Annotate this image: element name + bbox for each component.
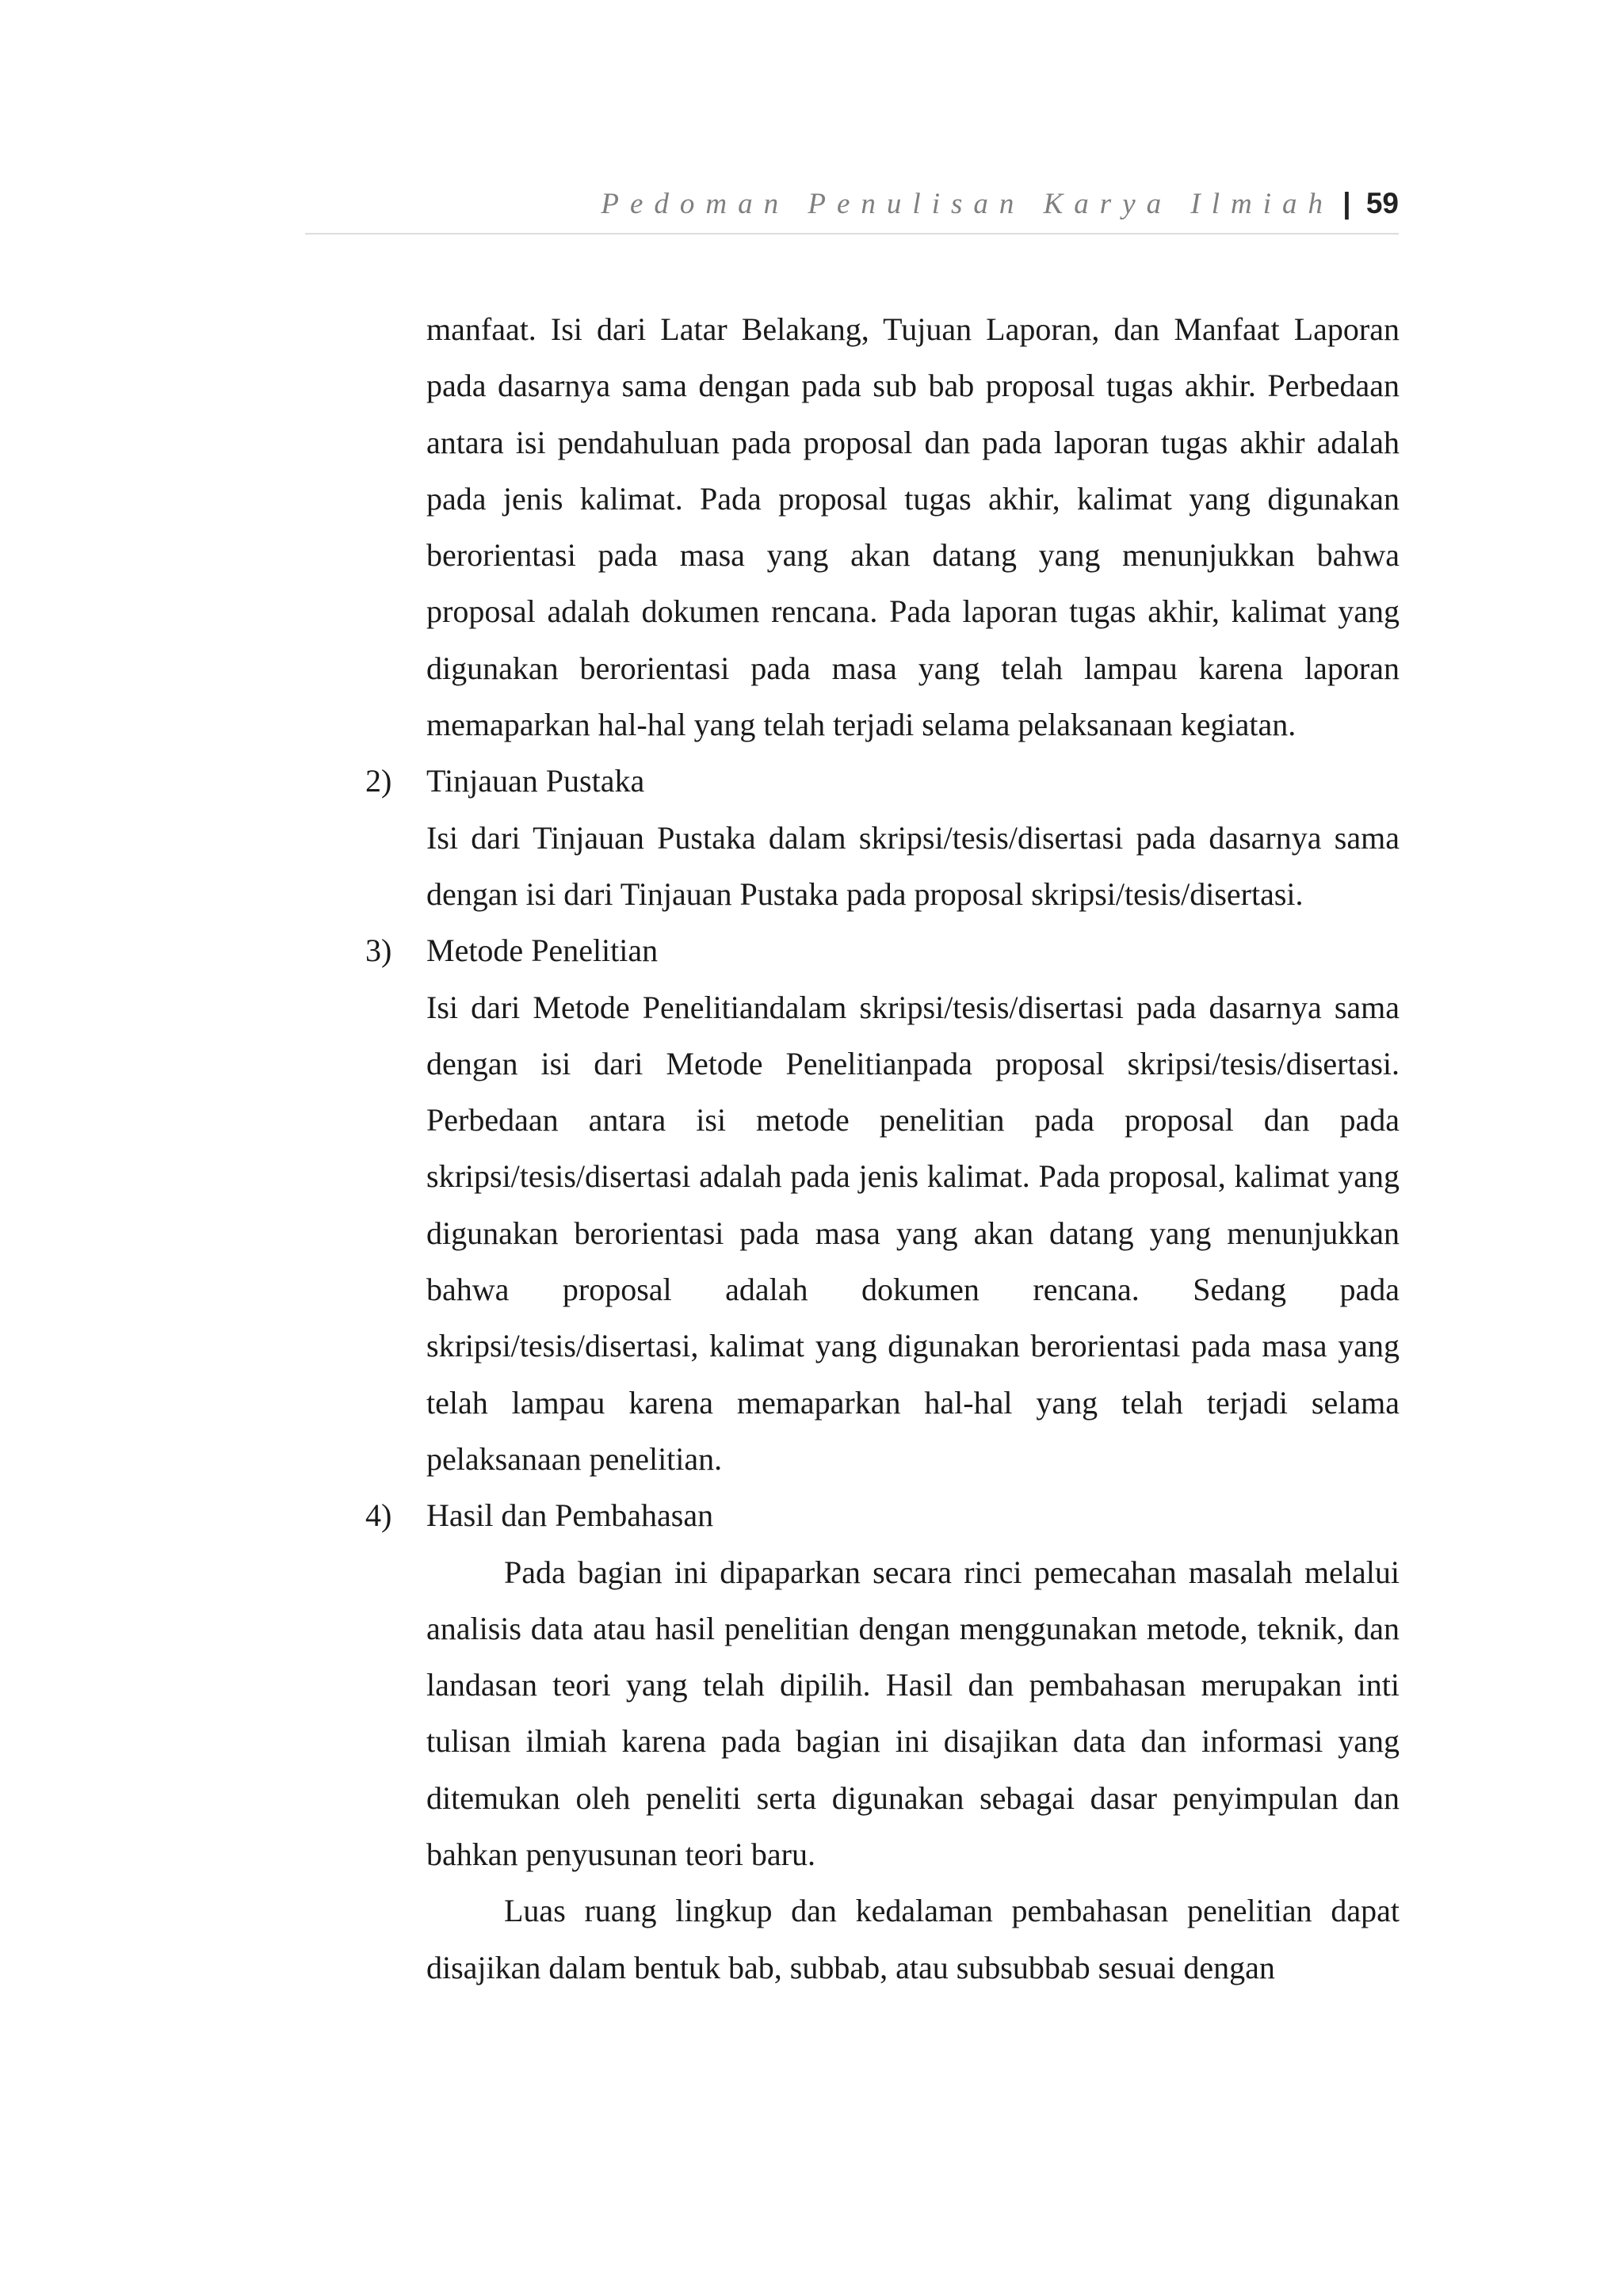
running-title: Pedoman Penulisan Karya Ilmiah — [601, 188, 1334, 220]
section-paragraph: Pada bagian ini dipaparkan secara rinci pemecahan masalah melalui analisis data atau hasil penelitian dengan menggunakan metode, teknik, dan landasan teori yang telah dipilih. Hasil dan pembahasan merupakan inti tulisan ilmiah karena pada bagian ini disajikan data dan informasi yang ditemukan oleh peneliti serta digunakan sebagai dasar penyimpulan dan bahkan penyusunan teori baru. — [426, 1554, 1400, 1873]
section-number: 4) — [365, 1497, 392, 1534]
page-number: 59 — [1365, 187, 1399, 219]
section-number: 3) — [365, 933, 392, 969]
header-separator: | — [1342, 187, 1351, 219]
section-paragraph: Isi dari Tinjauan Pustaka dalam skripsi/tesis/disertasi pada dasarnya sama dengan isi dari Tinjauan Pustaka pada proposal skripsi/tesis/disertasi. — [426, 819, 1400, 912]
intro-paragraph: manfaat. Isi dari Latar Belakang, Tujuan Laporan, dan Manfaat Laporan pada dasarnya sama dengan pada sub bab proposal tugas akhir. Perbedaan antara isi pendahuluan pada proposal dan pada laporan tugas akhir adalah pada jenis kalimat. Pada proposal tugas akhir, kalimat yang digunakan berorientasi pada masa yang akan datang yang menunjukkan bahwa proposal adalah dokumen rencana. Pada laporan tugas akhir, kalimat yang digunakan berorientasi pada masa yang telah lampau karena laporan memaparkan hal-hal yang telah terjadi selama pelaksanaan kegiatan. — [426, 311, 1400, 743]
section-metode-penelitian — [365, 922, 1400, 1487]
page-body — [365, 301, 1400, 1996]
page-header — [305, 187, 1399, 235]
section-hasil-dan-pembahasan — [365, 1487, 1400, 1996]
section-title: Hasil dan Pembahasan — [426, 1497, 714, 1534]
section-title: Tinjauan Pustaka — [426, 763, 645, 799]
section-paragraph: Luas ruang lingkup dan kedalaman pembahasan penelitian dapat disajikan dalam bentuk bab, subbab, atau subsubbab sesuai dengan — [426, 1893, 1400, 1985]
section-tinjauan-pustaka — [365, 753, 1400, 922]
section-number: 2) — [365, 763, 392, 799]
header-divider — [305, 233, 1399, 235]
section-title: Metode Penelitian — [426, 933, 659, 969]
section-paragraph: Isi dari Metode Penelitiandalam skripsi/tesis/disertasi pada dasarnya sama dengan isi dari Metode Penelitianpada proposal skripsi/tesis/disertasi. Perbedaan antara isi metode penelitian pada proposal dan pada skripsi/tesis/disertasi adalah pada jenis kalimat. Pada proposal, kalimat yang digunakan berorientasi pada masa yang akan datang yang menunjukkan bahwa proposal adalah dokumen rencana. Sedang pada skripsi/tesis/disertasi, kalimat yang digunakan berorientasi pada masa yang telah lampau karena memaparkan hal-hal yang telah terjadi selama pelaksanaan penelitian. — [426, 989, 1400, 1477]
